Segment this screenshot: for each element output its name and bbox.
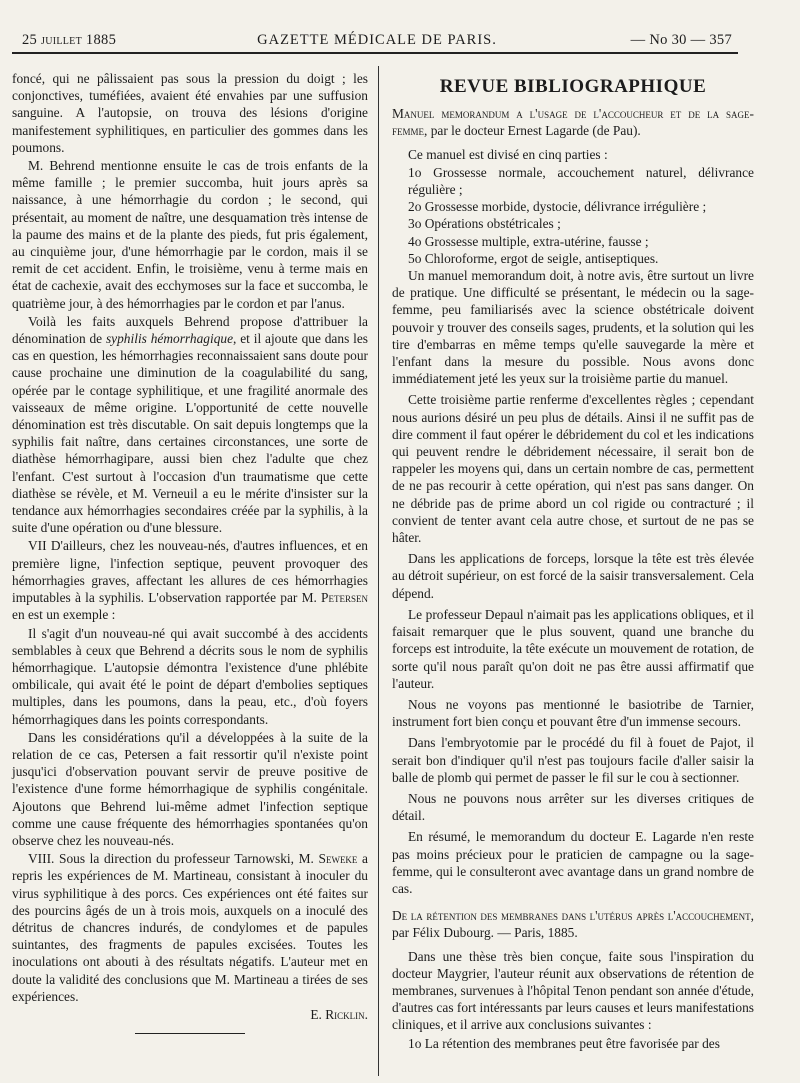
list-item: 4o Grossesse multiple, extra-utérine, fausse ; xyxy=(408,233,649,249)
paragraph: Un manuel memorandum doit, à notre avis, être surtout un livre de pratique. Une difficulté se présentant, le médecin ou la sage-femme, peu familiarisés avec la science obstétricale doivent pouvoir y trouver des conseils sages, prudents, et la solution qui les tire d'embarras en même temps qu'elle sauvegarde la mère et l'enfant dans la mesure du possible. Nous avons donc immédiatement jeté les yeux sur la troisième partie du manuel. xyxy=(392,268,754,387)
article-signature: E. Ricklin. xyxy=(310,1006,368,1022)
journal-title: GAZETTE MÉDICALE DE PARIS. xyxy=(257,32,497,48)
list-item: 3o Opérations obstétricales ; xyxy=(408,216,561,232)
list-item: 5o Chloroforme, ergot de seigle, antiseptiques. xyxy=(408,250,659,266)
paragraph: 1o La rétention des membranes peut être favorisée par des xyxy=(408,1035,720,1051)
author-name: Petersen xyxy=(321,590,368,606)
paragraph: Dans une thèse très bien conçue, faite sous l'inspiration du docteur Maygrier, l'auteur réunit aux observations de rétention de membranes, survenues à l'hôpital Tenon pendant son année d'étude, d'autres cas fort intéressants par leurs causes et leurs manifestations cliniques, et il arrive aux conclusions suivantes : xyxy=(392,948,754,1033)
paragraph: En résumé, le memorandum du docteur E. Lagarde n'en reste pas moins précieux pour le praticien de campagne ou la sage-femme, qui le consulteront avec avantage dans un grand nombre de cas. xyxy=(392,829,754,896)
review-title: Manuel memorandum a l'usage de l'accoucheur et de la sage-femme, par le docteur Ernest Lagarde (de Pau). xyxy=(392,106,754,139)
paragraph: Le professeur Depaul n'aimait pas les applications obliques, et il faisait remarquer que le plus souvent, quand une branche du forceps est introduite, la tête exécute un mouvement de rotation, de sorte qu'il nous paraît qu'on doit ne pas être aussi affirmatif que l'auteur. xyxy=(392,606,754,691)
header-date: 25 juillet 1885 xyxy=(22,32,117,48)
paragraph: M. Behrend mentionne ensuite le cas de trois enfants de la même famille ; le premier succomba, huit jours après sa naissance, à une hémorrhagie du cordon ; le second, qui présentait, au moment de naître, une desquamation très intense de la paume des mains et de la plante des pieds, fut pris également, au cinquième jour, d'une hémorrhagie par le cordon, mais il se remit de cet accident. Enfin, le troisième, venu à terme mais en état de cachexie, avait des ecchymoses sur la face et succomba, le quatrième jour, à des hémorrhagies par le cordon et par l'anus. xyxy=(12,158,368,311)
paragraph: Nous ne voyons pas mentionné le basiotribe de Tarnier, instrument fort bien conçu et pouvant être d'un immense secours. xyxy=(392,696,754,730)
header-rule xyxy=(12,52,738,54)
paragraph: Dans l'embryotomie par le procédé du fil à fouet de Pajot, il serait bon d'indiquer qu'il n'est pas toujours facile d'aller saisir la balle de plomb qui permet de passer le fil sur le cou à sectionner. xyxy=(392,735,754,785)
paragraph: Voilà les faits auxquels Behrend propose d'attribuer la dénomination de syphilis hémorrhagique, et il ajoute que dans les cas en question, les hémorrhagies reconnaissaient sans doute pour cause prochaine une diminution de la coagulabilité du sang, opérée par le contage syphilitique, et une fragilité anormale des vaisseaux de même origine. L'opportunité de cette nouvelle dénomination est très discutable. On sait depuis longtemps que la syphilis fait naître, dans certaines circonstances, une sorte de diathèse hémorrhagipare, aussi bien chez l'adulte que chez l'enfant. C'est surtout à l'occasion d'un traumatisme que cette diathèse se révèle, et M. Verneuil a eu le mérite d'insister sur la tendance aux hémorrhagies secondaires créée par la syphilis, à la suite d'une opération ou d'une blessure. xyxy=(12,313,368,536)
end-rule xyxy=(135,1033,245,1034)
list-item: 2o Grossesse morbide, dystocie, délivrance irrégulière ; xyxy=(408,199,707,215)
paragraph: Cette troisième partie renferme d'excellentes règles ; cependant nous aurions désiré un peu plus de détails. Ainsi il ne suffit pas de dire comment il faut opérer le débridement du col et les indications qui peuvent rendre le débridement nécessaire, il serait bon de rappeler les moyens qui, dans un certain nombre de cas, permettent de ne pas recourir à cette opération, qui n'est pas sans danger. On ne débride pas de prime abord un col rigide ou contracturé ; il convient de tenter avant cela autre chose, et surtout de ne pas se hâter. xyxy=(392,392,754,546)
paragraph: Dans les applications de forceps, lorsque la tête est très élevée au détroit supérieur, on est forcé de la saisir transversalement. Cela dépend. xyxy=(392,551,754,601)
left-column xyxy=(12,70,368,1034)
section-heading: REVUE BIBLIOGRAPHIQUE xyxy=(439,76,707,97)
paragraph: Ce manuel est divisé en cinq parties : xyxy=(408,146,608,162)
review-title: De la rétention des membranes dans l'utérus après l'accouchement, par Félix Dubourg. — Paris, 1885. xyxy=(392,908,754,941)
author-name: Seweke xyxy=(318,851,358,867)
right-column xyxy=(392,78,754,1053)
paragraph: VIII. Sous la direction du professeur Tarnowski, M. Seweke a repris les expériences de M. Martineau, consistant à inoculer du virus syphilitique à des porcs. Ces expériences ont été faites sur des pourcins âgés de un à trois mois, auxquels on a inoculé des détritus de chancres indurés, de condylomes et de papules suintantes, des fragments de papules excisées. Toutes les inoculations ont abouti à des résultats négatifs. L'auteur met en doute la validité des conclusions que M. Martineau a tirées de ses expériences. xyxy=(12,851,368,1004)
running-header xyxy=(22,32,732,50)
column-divider xyxy=(378,66,379,1076)
paragraph: Nous ne pouvons nous arrêter sur les diverses critiques de détail. xyxy=(392,790,754,824)
paragraph: foncé, qui ne pâlissaient pas sous la pression du doigt ; les conjonctives, tuméfiées, avaient été envahies par une suffusion sanguine. A l'autopsie, on trouva des lésions d'origine manifestement syphilitiques, en particulier des gommes dans les poumons. xyxy=(12,71,368,155)
paragraph: Dans les considérations qu'il a développées à la suite de la relation de ce cas, Petersen a fait ressortir qu'il n'existe point jusqu'ici d'observation pouvant servir de preuve positive de l'existence d'une forme hémorrhagique de syphilis congénitale. Ajoutons que Behrend lui-même admet l'infection septique comme une cause fréquente des hémorrhagies spontanées qu'on observe chez les nouveau-nés. xyxy=(12,729,368,848)
issue-page-number: — No 30 — 357 xyxy=(630,32,732,48)
list-item: 1o Grossesse normale, accouchement naturel, délivrance régulière ; xyxy=(408,164,754,198)
paragraph: VII D'ailleurs, chez les nouveau-nés, d'autres influences, et en première ligne, l'infection septique, peuvent provoquer des hémorrhagies graves, affectant les allures de ces hémorrhagies imputables à la syphilis. L'observation rapportée par M. Petersen en est un exemple : xyxy=(12,538,368,623)
contents-list xyxy=(392,164,754,267)
emphasis: syphilis hémorrhagique xyxy=(105,331,234,347)
paragraph: Il s'agit d'un nouveau-né qui avait succombé à des accidents semblables à ceux que Behrend a décrits sous le nom de syphilis hémorrhagique. L'autopsie démontra l'existence d'une phlébite ombilicale, qui avait été le point de départ d'embolies septiques multiples, dans les poumons, dans la peau, etc., d'où foyers hémorrhagiques dans les points correspondants. xyxy=(12,625,368,727)
